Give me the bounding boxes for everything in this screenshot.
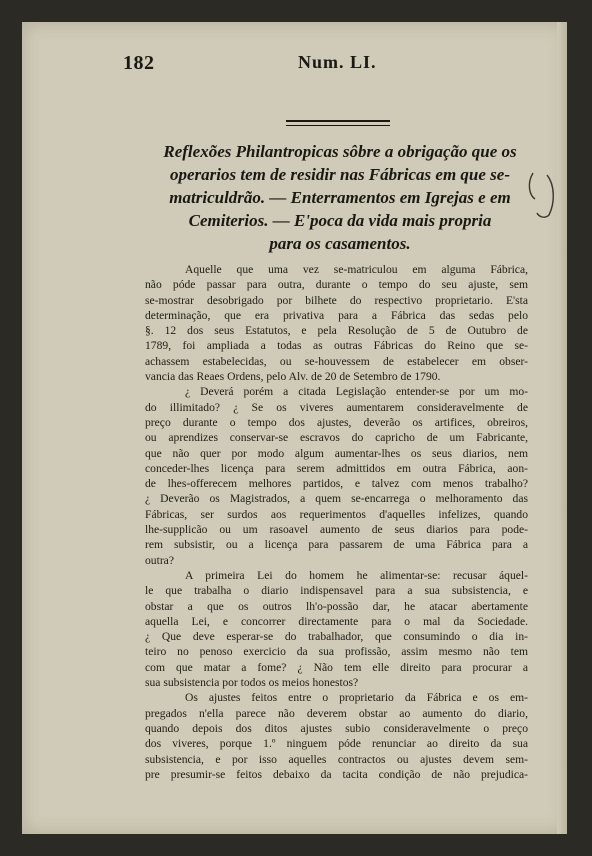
text-line: dos viveres, porque 1.º ninguem póde renunciar ao direito da sua (145, 737, 528, 751)
text-line: sua subsistencia por todos os meios honestos? (145, 676, 359, 690)
text-line: aquella Lei, e concorrer directamente para o mal da Sociedade. (145, 614, 528, 628)
text-line: conceder-lhes licença para serem admittidos em outra Fábrica, aon- (145, 461, 528, 475)
text-line: Aquelle que uma vez se-matriculou em alguma Fábrica, (185, 263, 528, 276)
header-rule (286, 120, 390, 126)
text-line: le que trabalha o diario indispensavel para a sua subsistencia, e (145, 584, 528, 598)
running-head: Num. LI. (298, 52, 377, 72)
text-line: com que matar a fome? ¿ Não tem elle direito para procurar a (145, 660, 528, 674)
text-line: do illimitado? ¿ Se os viveres aumentarem consideravelmente de (145, 400, 528, 414)
text-line: ¿ Deverão os Magistrados, a quem se-encarrega o melhoramento das (145, 492, 528, 506)
text-line: pre presumir-se feitos debaixo da tacita condição de não prejudica- (145, 767, 528, 781)
text-line: rem subsistir, ou a licença para passarem de uma Fábrica para a (145, 538, 528, 552)
text-line: ¿ Que deve esperar-se do trabalhador, que consumindo o dia in- (145, 630, 528, 644)
body-text (145, 262, 528, 782)
text-line: quando depois dos ditos ajustes subio consideravelmente o preço (145, 721, 528, 735)
article-title (140, 140, 540, 255)
page-header (123, 52, 543, 78)
title-line: operarios tem de residir nas Fábricas em que se- (170, 165, 510, 184)
text-line: Fábricas, ser surdos aos requerimentos d'aquelles infelizes, quando (145, 507, 528, 521)
page-number: 182 (123, 52, 155, 74)
text-line: que não quer por modo algum aumentar-lhes os seus diarios, nem (145, 446, 528, 460)
text-line: teiro no penoso exercicio da sua profissão, assim mesmo não tem (145, 645, 528, 659)
text-line: não póde passar para outra, durante o tempo do seu ajuste, sem (145, 278, 528, 292)
text-line: lhe-supplicão ou um rasoavel aumento de seus diarios para pode- (145, 523, 528, 537)
text-line: §. 12 dos seus Estatutos, e pela Resolução de 5 de Outubro de (145, 324, 528, 338)
title-line: para os casamentos. (269, 234, 411, 253)
margin-ink-mark (525, 165, 565, 225)
title-line: Cemiterios. — E'poca da vida mais propria (188, 211, 492, 230)
text-line: 1789, foi ampliada a todas as outras Fábricas do Reino que se- (145, 339, 528, 353)
page-edge (557, 22, 567, 834)
text-line: ¿ Deverá porém a citada Legislação entender-se por um mo- (185, 385, 528, 399)
text-line: preço durante o tempo dos ajustes, deverão os artifices, obreiros, (145, 415, 528, 429)
text-line: achassem estabelecidas, ou se-houvessem de estabelecer em obser- (145, 354, 528, 368)
text-line: pregados n'ella parece não deverem obstar ao aumento do diario, (145, 706, 528, 720)
text-line: se-mostrar desobrigado por bilhete do respectivo proprietario. E'sta (145, 293, 528, 307)
text-line: vancia das Reaes Ordens, pelo Alv. de 20 de Setembro de 1790. (145, 370, 441, 384)
text-line: outra? (145, 553, 174, 567)
text-line: Os ajustes feitos entre o proprietario da Fábrica e os em- (185, 691, 528, 705)
title-line: Reflexões Philantropicas sôbre a obrigação que os (163, 142, 517, 161)
text-line: obstar a que os outros lh'o-possão dar, he atacar abertamente (145, 599, 528, 613)
text-line: de lhes-offerecem melhores partidos, e talvez com menos trabalho? (145, 477, 528, 491)
title-line: matriculdrão. — Enterramentos em Igrejas e em (169, 188, 511, 207)
text-line: ou aprendizes conservar-se escravos do capricho de um Fabricante, (145, 431, 528, 445)
text-line: determinação, que era privativa para a Fábrica das sedas pelo (145, 308, 528, 322)
text-line: subsistencia, e por isso aquelles contractos ou ajustes devem sem- (145, 752, 528, 766)
text-line: A primeira Lei do homem he alimentar-se: recusar áquel- (185, 568, 528, 582)
